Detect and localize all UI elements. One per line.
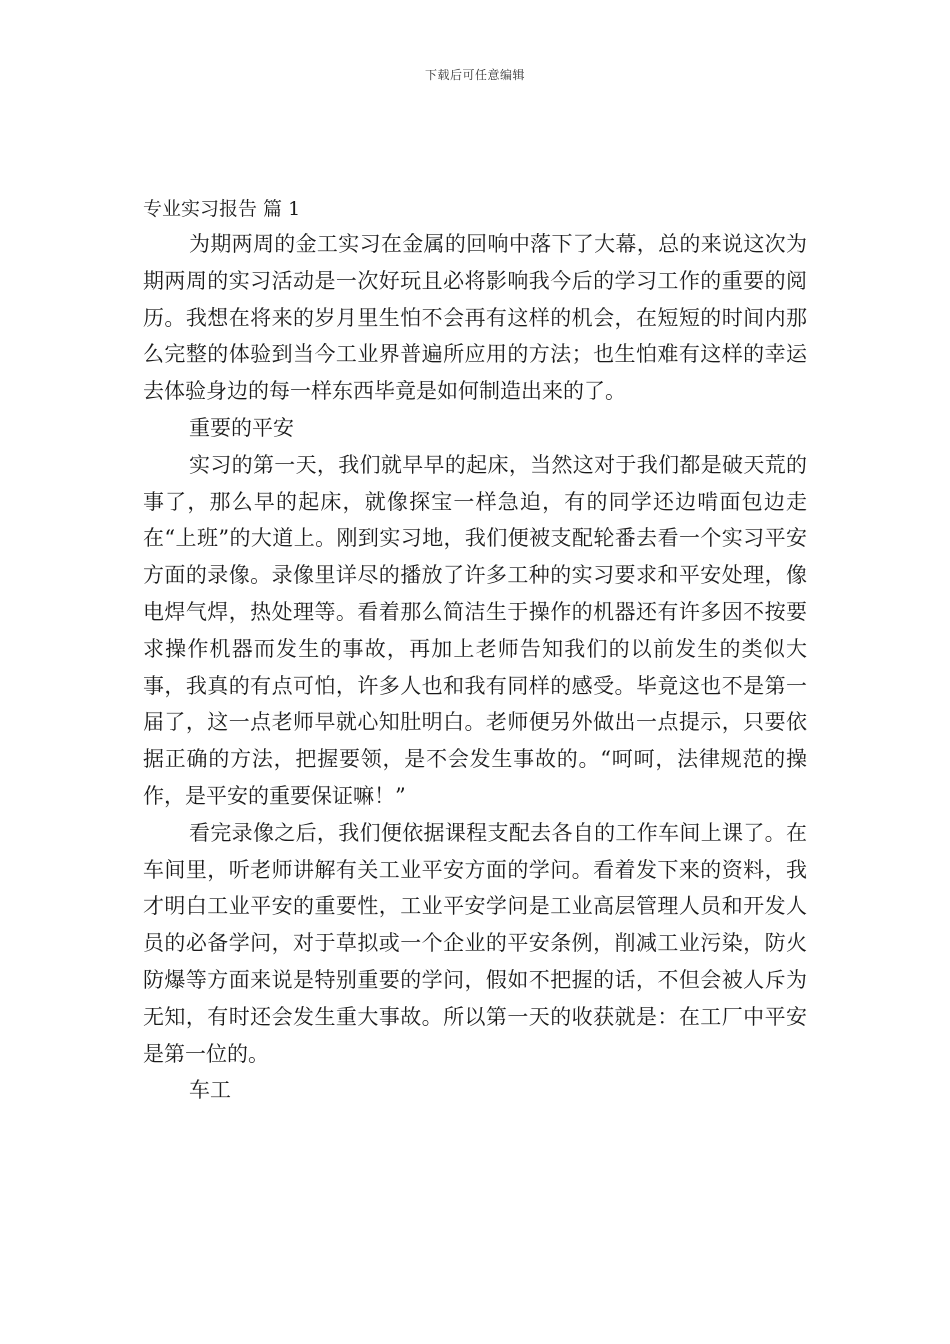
paragraph-intro: 为期两周的金工实习在金属的回响中落下了大幕，总的来说这次为期两周的实习活动是一次好玩且必将影响我今后的学习工作的重要的阅历。我想在将来的岁月里生怕不会再有这样的机会，在短短的时间内那么完整的体验到当今工业界普遍所应用的方法；也生怕难有这样的幸运去体验身边的每一样东西毕竟是如何制造出来的了。 [143,232,807,404]
document-title: 专业实习报告 篇 1 [143,198,301,220]
page-header: 下载后可任意编辑 [424,68,525,82]
document-body [143,192,807,1109]
section-heading-safety: 重要的平安 [189,415,294,440]
section-heading-lathe: 车工 [189,1078,231,1103]
paragraph-after-video: 看完录像之后，我们便依据课程支配去各自的工作车间上课了。在车间里，听老师讲解有关工业平安方面的学问。看着发下来的资料，我才明白工业平安的重要性，工业平安学问是工业高层管理人员和开发人员的必备学问，对于草拟或一个企业的平安条例，削减工业污染，防火防爆等方面来说是特别重要的学问，假如不把握的话，不但会被人斥为无知，有时还会发生重大事故。所以第一天的收获就是：在工厂中平安是第一位的。 [143,820,807,1066]
paragraph-first-day: 实习的第一天，我们就早早的起床，当然这对于我们都是破天荒的事了，那么早的起床，就像探宝一样急迫，有的同学还边啃面包边走在“上班”的大道上。刚到实习地，我们便被支配轮番去看一个实习平安方面的录像。录像里详尽的播放了许多工种的实习要求和平安处理，像电焊气焊，热处理等。看着那么简洁生于操作的机器还有许多因不按要求操作机器而发生的事故，再加上老师告知我们的以前发生的类似大事，我真的有点可怕，许多人也和我有同样的感受。毕竟这也不是第一届了，这一点老师早就心知肚明白。老师便另外做出一点提示，只要依据正确的方法，把握要领，是不会发生事故的。“呵呵，法律规范的操作，是平安的重要保证嘛！” [143,452,807,808]
